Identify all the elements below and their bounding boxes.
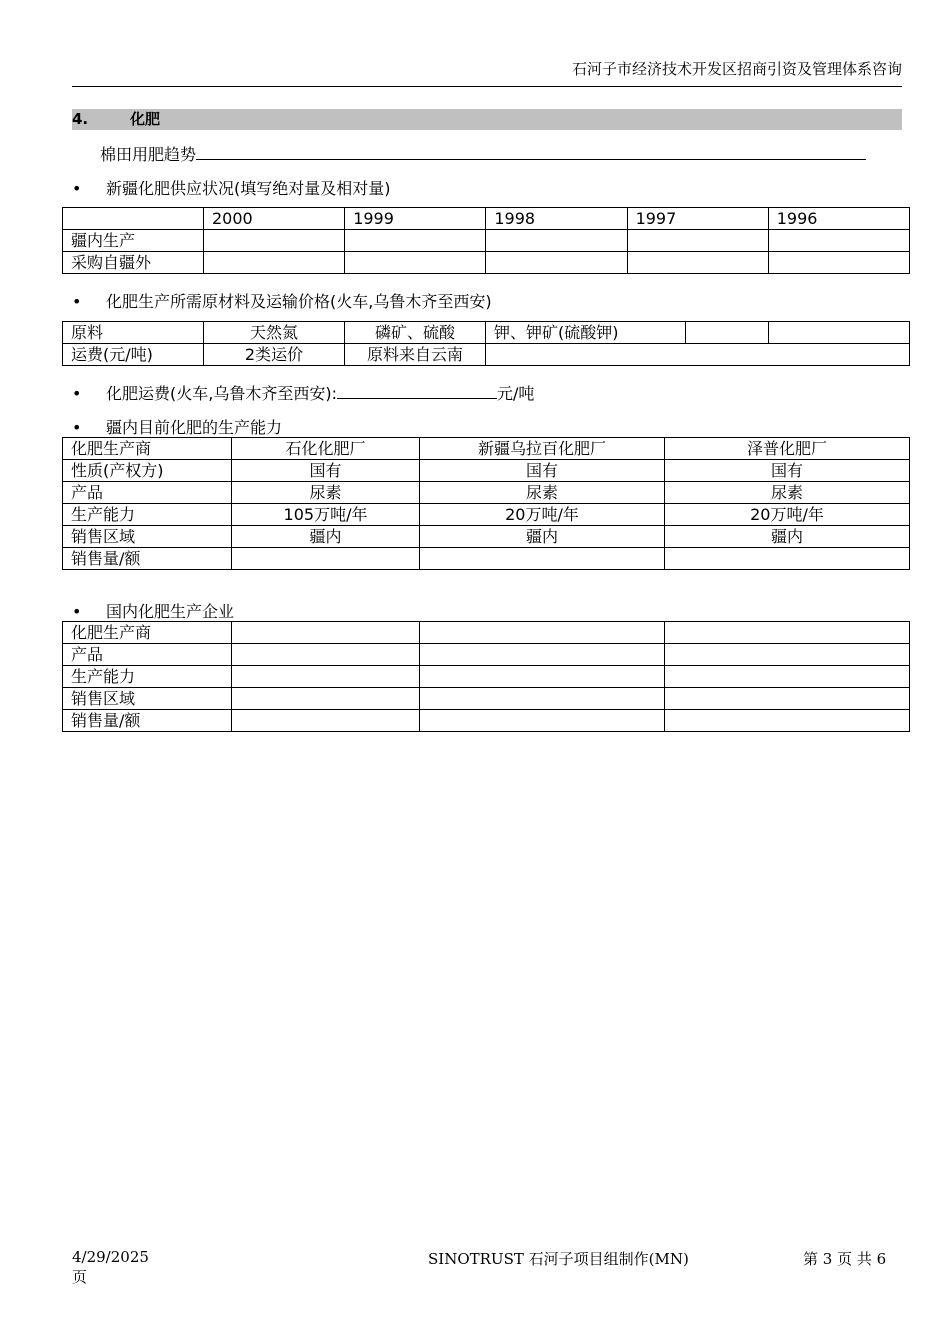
section-heading (72, 109, 902, 130)
table-cell (420, 666, 665, 688)
bullet-supply (72, 176, 391, 199)
bullet-materials (72, 289, 492, 312)
table-cell: 国有 (665, 460, 910, 482)
year-header: 2000 (204, 208, 345, 230)
row-label: 原料 (63, 322, 204, 344)
footer-page-number: 第 3 页 共 6 (803, 1250, 887, 1268)
fill-in-blank (196, 143, 866, 160)
table-row (63, 208, 910, 230)
table-cell: 天然氮 (204, 322, 345, 344)
row-label: 生产能力 (63, 504, 232, 526)
row-label: 销售量/额 (63, 548, 232, 570)
table-cell: 尿素 (232, 482, 420, 504)
row-label: 运费(元/吨) (63, 344, 204, 366)
table-cell: 尿素 (420, 482, 665, 504)
header-rule (72, 86, 902, 87)
year-header: 1996 (768, 208, 909, 230)
table-cell (420, 688, 665, 710)
table-cell (204, 252, 345, 274)
row-label: 疆内生产 (63, 230, 204, 252)
table-cell (232, 622, 420, 644)
table-cell (627, 252, 768, 274)
table-cell (232, 666, 420, 688)
table-cell (665, 710, 910, 732)
table-cell (63, 208, 204, 230)
table-cell (665, 666, 910, 688)
table-row (63, 666, 910, 688)
bullet-dot: • (72, 179, 82, 198)
table-cell: 20万吨/年 (420, 504, 665, 526)
row-label: 采购自疆外 (63, 252, 204, 274)
table-cell: 原料来自云南 (345, 344, 486, 366)
table-cell (665, 548, 910, 570)
table-cell: 2类运价 (204, 344, 345, 366)
column-header: 石化化肥厂 (232, 438, 420, 460)
footer-center: SINOTRUST 石河子项目组制作(MN) (428, 1250, 689, 1268)
table-row (63, 438, 910, 460)
table-row (63, 460, 910, 482)
table-cell: 钾、钾矿(硫酸钾) (486, 322, 686, 344)
table-cell: 疆内 (665, 526, 910, 548)
table-cell: 105万吨/年 (232, 504, 420, 526)
footer-page-cont: 页 (72, 1268, 88, 1286)
table-cell (345, 252, 486, 274)
table-row (63, 622, 910, 644)
year-header: 1998 (486, 208, 627, 230)
year-header: 1999 (345, 208, 486, 230)
bullet-dot: • (72, 292, 82, 311)
materials-table (62, 321, 910, 366)
year-header: 1997 (627, 208, 768, 230)
table-cell: 20万吨/年 (665, 504, 910, 526)
table-cell (768, 252, 909, 274)
footer-date-text: 4/29/2025 (72, 1248, 149, 1266)
table-cell (420, 548, 665, 570)
row-label: 销售量/额 (63, 710, 232, 732)
bullet-text: 国内化肥生产企业 (106, 602, 235, 621)
table-row (63, 230, 910, 252)
capacity-table (62, 437, 910, 570)
table-cell (486, 252, 627, 274)
table-row (63, 344, 910, 366)
table-cell (232, 548, 420, 570)
table-cell (420, 622, 665, 644)
table-cell (486, 344, 910, 366)
table-row (63, 644, 910, 666)
domestic-table (62, 621, 910, 732)
table-row (63, 548, 910, 570)
bullet-text: 化肥运费(火车,乌鲁木齐至西安): (106, 384, 337, 403)
row-label: 销售区域 (63, 526, 232, 548)
row-label: 产品 (63, 482, 232, 504)
table-cell (204, 230, 345, 252)
bullet-dot: • (72, 418, 82, 437)
row-label: 性质(产权方) (63, 460, 232, 482)
table-cell (686, 322, 769, 344)
table-row (63, 482, 910, 504)
bullet-freight (72, 381, 534, 404)
table-cell (232, 710, 420, 732)
section-number: 4. (72, 110, 89, 128)
bullet-text: 化肥生产所需原材料及运输价格(火车,乌鲁木齐至西安) (106, 292, 492, 311)
table-cell: 磷矿、硫酸 (345, 322, 486, 344)
bullet-dot: • (72, 384, 82, 403)
table-row (63, 688, 910, 710)
trend-label: 棉田用肥趋势 (100, 145, 197, 164)
table-cell: 疆内 (232, 526, 420, 548)
document-header: 石河子市经济技术开发区招商引资及管理体系咨询 (571, 60, 902, 78)
row-label: 化肥生产商 (63, 438, 232, 460)
table-cell (769, 322, 910, 344)
table-cell (665, 688, 910, 710)
fill-in-blank (337, 383, 497, 399)
row-label: 销售区域 (63, 688, 232, 710)
table-cell (486, 230, 627, 252)
table-row (63, 504, 910, 526)
table-cell (232, 644, 420, 666)
footer-date (72, 1248, 149, 1287)
table-cell: 疆内 (420, 526, 665, 548)
table-cell (768, 230, 909, 252)
bullet-text: 新疆化肥供应状况(填写绝对量及相对量) (106, 179, 391, 198)
bullet-dot: • (72, 602, 82, 621)
row-label: 产品 (63, 644, 232, 666)
table-cell (420, 644, 665, 666)
table-cell (627, 230, 768, 252)
column-header: 泽普化肥厂 (665, 438, 910, 460)
table-row (63, 710, 910, 732)
bullet-text: 疆内目前化肥的生产能力 (106, 418, 283, 437)
table-cell (232, 688, 420, 710)
supply-table (62, 207, 910, 274)
table-cell (420, 710, 665, 732)
column-header: 新疆乌拉百化肥厂 (420, 438, 665, 460)
table-cell (665, 622, 910, 644)
table-row (63, 322, 910, 344)
table-row (63, 526, 910, 548)
unit-text: 元/吨 (496, 384, 535, 403)
table-cell (665, 644, 910, 666)
section-title: 化肥 (130, 110, 161, 128)
bullet-domestic (72, 599, 234, 622)
table-cell: 国有 (420, 460, 665, 482)
bullet-capacity (72, 415, 282, 438)
row-label: 生产能力 (63, 666, 232, 688)
table-cell: 尿素 (665, 482, 910, 504)
row-label: 化肥生产商 (63, 622, 232, 644)
trend-line (100, 142, 890, 165)
table-cell: 国有 (232, 460, 420, 482)
table-cell (345, 230, 486, 252)
table-row (63, 252, 910, 274)
